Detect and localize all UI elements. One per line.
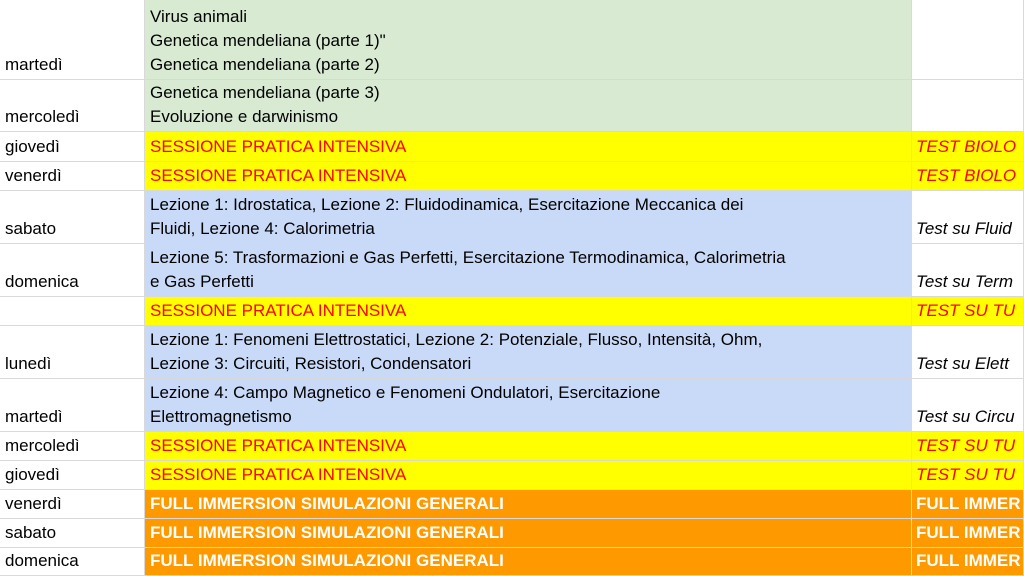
day-cell[interactable] bbox=[0, 244, 145, 297]
day-cell[interactable] bbox=[0, 80, 145, 132]
test-cell[interactable] bbox=[912, 490, 1024, 519]
lesson-text: SESSIONE PRATICA INTENSIVA bbox=[150, 301, 407, 320]
lesson-cell[interactable] bbox=[145, 132, 912, 162]
table-row bbox=[0, 191, 1024, 244]
lesson-text: Virus animali bbox=[150, 7, 248, 26]
lesson-cell[interactable] bbox=[145, 548, 912, 576]
day-cell[interactable] bbox=[0, 519, 145, 548]
test-cell[interactable] bbox=[912, 548, 1024, 576]
table-row bbox=[0, 548, 1024, 576]
test-label: FULL IMMER bbox=[916, 551, 1021, 570]
lesson-cell[interactable] bbox=[145, 461, 912, 490]
day-label: martedì bbox=[5, 55, 63, 74]
lesson-text: Lezione 1: Fenomeni Elettrostatici, Lezione 2: Potenziale, Flusso, Intensità, Ohm, bbox=[150, 330, 763, 349]
lesson-text: Lezione 1: Idrostatica, Lezione 2: Fluidodinamica, Esercitazione Meccanica dei bbox=[150, 195, 744, 214]
day-cell[interactable] bbox=[0, 490, 145, 519]
day-label: sabato bbox=[5, 523, 57, 542]
day-cell[interactable] bbox=[0, 191, 145, 244]
day-cell[interactable] bbox=[0, 461, 145, 490]
lesson-text: e Gas Perfetti bbox=[150, 272, 254, 291]
test-label: TEST SU TU bbox=[916, 301, 1016, 320]
lesson-text: FULL IMMERSION SIMULAZIONI GENERALI bbox=[150, 523, 504, 542]
lesson-cell[interactable] bbox=[145, 0, 912, 80]
test-cell[interactable] bbox=[912, 132, 1024, 162]
lesson-cell[interactable] bbox=[145, 326, 912, 379]
day-label: giovedì bbox=[5, 137, 60, 156]
test-cell[interactable] bbox=[912, 432, 1024, 461]
test-cell[interactable] bbox=[912, 0, 1024, 80]
lesson-cell[interactable] bbox=[145, 191, 912, 244]
day-label: martedì bbox=[5, 407, 63, 426]
test-label: TEST SU TU bbox=[916, 436, 1016, 455]
lesson-text: Lezione 3: Circuiti, Resistori, Condensatori bbox=[150, 354, 472, 373]
test-label: Test su Circu bbox=[916, 407, 1015, 426]
day-label: giovedì bbox=[5, 465, 60, 484]
lesson-text: Genetica mendeliana (parte 1)" bbox=[150, 31, 386, 50]
day-cell[interactable] bbox=[0, 0, 145, 80]
lesson-text: Genetica mendeliana (parte 2) bbox=[150, 55, 380, 74]
lesson-text: SESSIONE PRATICA INTENSIVA bbox=[150, 166, 407, 185]
table-row bbox=[0, 132, 1024, 162]
test-label: Test su Elett bbox=[916, 354, 1009, 373]
day-cell[interactable] bbox=[0, 162, 145, 191]
table-row bbox=[0, 519, 1024, 548]
day-cell[interactable] bbox=[0, 379, 145, 432]
day-label: lunedì bbox=[5, 354, 52, 373]
table-row bbox=[0, 0, 1024, 80]
lesson-text: FULL IMMERSION SIMULAZIONI GENERALI bbox=[150, 551, 504, 570]
lesson-text: SESSIONE PRATICA INTENSIVA bbox=[150, 436, 407, 455]
lesson-cell[interactable] bbox=[145, 244, 912, 297]
test-label: TEST BIOLO bbox=[916, 137, 1017, 156]
test-label: FULL IMMER bbox=[916, 523, 1021, 542]
test-cell[interactable] bbox=[912, 379, 1024, 432]
day-cell[interactable] bbox=[0, 297, 145, 326]
test-label: Test su Fluid bbox=[916, 219, 1012, 238]
lesson-cell[interactable] bbox=[145, 162, 912, 191]
day-cell[interactable] bbox=[0, 132, 145, 162]
day-label: sabato bbox=[5, 219, 57, 238]
test-cell[interactable] bbox=[912, 461, 1024, 490]
table-row bbox=[0, 432, 1024, 461]
lesson-text: Elettromagnetismo bbox=[150, 407, 292, 426]
table-row bbox=[0, 490, 1024, 519]
day-label: venerdì bbox=[5, 166, 62, 185]
day-label: mercoledì bbox=[5, 436, 80, 455]
lesson-text: SESSIONE PRATICA INTENSIVA bbox=[150, 137, 407, 156]
day-cell[interactable] bbox=[0, 432, 145, 461]
lesson-cell[interactable] bbox=[145, 432, 912, 461]
test-cell[interactable] bbox=[912, 244, 1024, 297]
test-label: TEST BIOLO bbox=[916, 166, 1017, 185]
test-cell[interactable] bbox=[912, 191, 1024, 244]
table-row bbox=[0, 162, 1024, 191]
table-row bbox=[0, 244, 1024, 297]
test-label: TEST SU TU bbox=[916, 465, 1016, 484]
table-row bbox=[0, 326, 1024, 379]
table-row bbox=[0, 297, 1024, 326]
day-label: venerdì bbox=[5, 494, 62, 513]
lesson-cell[interactable] bbox=[145, 297, 912, 326]
test-cell[interactable] bbox=[912, 297, 1024, 326]
test-cell[interactable] bbox=[912, 80, 1024, 132]
table-row bbox=[0, 80, 1024, 132]
lesson-text: SESSIONE PRATICA INTENSIVA bbox=[150, 465, 407, 484]
table-row bbox=[0, 379, 1024, 432]
lesson-cell[interactable] bbox=[145, 519, 912, 548]
day-label: domenica bbox=[5, 272, 79, 291]
test-cell[interactable] bbox=[912, 326, 1024, 379]
lesson-text: FULL IMMERSION SIMULAZIONI GENERALI bbox=[150, 494, 504, 513]
lesson-cell[interactable] bbox=[145, 379, 912, 432]
lesson-text: Evoluzione e darwinismo bbox=[150, 107, 339, 126]
day-label: domenica bbox=[5, 551, 79, 570]
lesson-cell[interactable] bbox=[145, 490, 912, 519]
lesson-text: Lezione 4: Campo Magnetico e Fenomeni Ondulatori, Esercitazione bbox=[150, 383, 661, 402]
lesson-text: Fluidi, Lezione 4: Calorimetria bbox=[150, 219, 375, 238]
test-cell[interactable] bbox=[912, 519, 1024, 548]
day-label: mercoledì bbox=[5, 107, 80, 126]
lesson-text: Genetica mendeliana (parte 3) bbox=[150, 83, 380, 102]
test-label: FULL IMMER bbox=[916, 494, 1021, 513]
day-cell[interactable] bbox=[0, 326, 145, 379]
lesson-cell[interactable] bbox=[145, 80, 912, 132]
test-label: Test su Term bbox=[916, 272, 1014, 291]
table-row bbox=[0, 461, 1024, 490]
test-cell[interactable] bbox=[912, 162, 1024, 191]
lesson-text: Lezione 5: Trasformazioni e Gas Perfetti, Esercitazione Termodinamica, Calorimetria bbox=[150, 248, 786, 267]
day-cell[interactable] bbox=[0, 548, 145, 576]
